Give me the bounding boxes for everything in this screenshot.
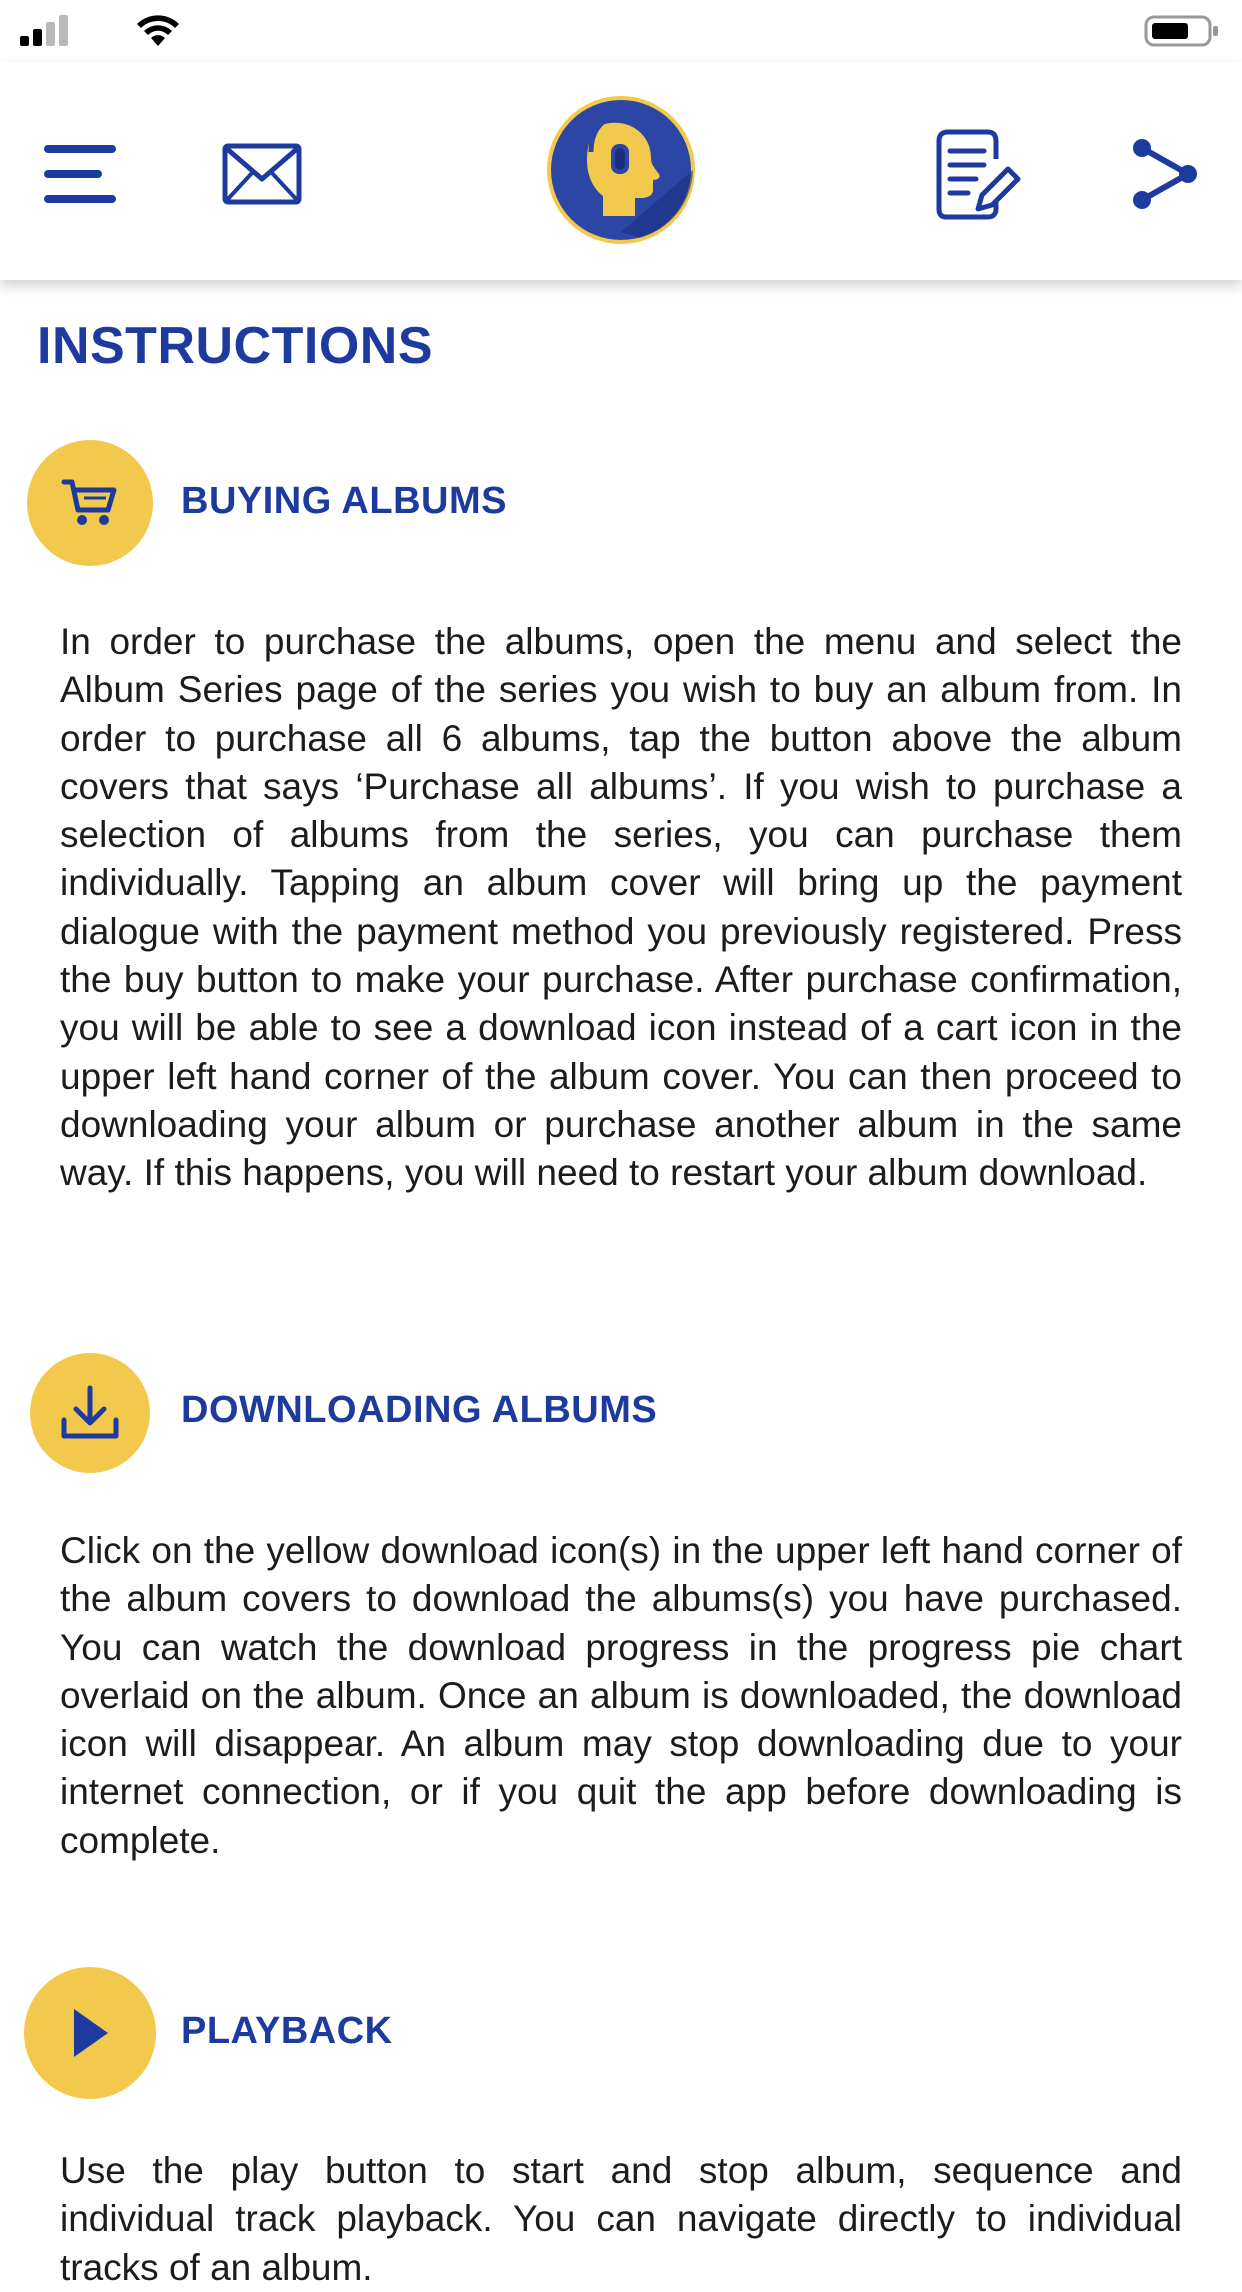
section-body-playback: Use the play button to start and stop album, sequence and individual track playback. You can navigate directly to individual tracks of an album. <box>60 2150 1182 2288</box>
battery-icon <box>1144 14 1220 48</box>
notes-button[interactable] <box>930 120 1026 230</box>
instructions-content[interactable] <box>0 280 1242 2288</box>
app-logo[interactable] <box>543 92 699 248</box>
download-icon-badge <box>30 1353 150 1473</box>
section-body-downloading: Click on the yellow download icon(s) in the upper left hand corner of the album covers to download the albums(s) you have purchased. You can watch the download progress in the progress pie chart overlaid on the album. Once an album is downloaded, the download icon will disappear. An album may stop downloading due to your internet connection, or if you quit the app before downloading is complete. <box>60 1530 1182 1861</box>
play-icon-badge[interactable] <box>24 1967 156 2099</box>
page-title: INSTRUCTIONS <box>37 317 433 375</box>
share-icon <box>1130 138 1200 210</box>
wifi-icon <box>136 14 180 48</box>
download-icon <box>60 1384 120 1442</box>
section-heading-buying: BUYING ALBUMS <box>181 480 507 522</box>
app-header <box>0 62 1242 280</box>
mail-button[interactable] <box>212 134 312 214</box>
mail-icon <box>222 143 302 205</box>
section-heading-downloading: DOWNLOADING ALBUMS <box>181 1389 658 1431</box>
status-bar <box>0 0 1242 62</box>
menu-button[interactable] <box>36 134 126 214</box>
hamburger-menu-icon <box>42 143 120 205</box>
shopping-cart-icon <box>62 478 118 528</box>
cellular-signal-icon <box>20 14 72 48</box>
app-logo-icon <box>543 92 699 248</box>
play-icon <box>68 2007 112 2059</box>
section-heading-playback: PLAYBACK <box>181 2010 393 2052</box>
section-body-buying: In order to purchase the albums, open the menu and select the Album Series page of the series you wish to buy an album from. In order to purchase all 6 albums, tap the button above the album covers that says ‘Purchase all albums’. If you wish to purchase a selection of albums from the series, you can purchase them individually. Tapping an album cover will bring up the payment dialogue with the payment method you previously registered. Press the buy button to make your purchase. After purchase confirmation, you will be able to see a download icon instead of a cart icon in the upper left hand corner of the album cover. You can then proceed to downloading your album or purchase another album in the same way. If this happens, you will need to restart your album download. <box>60 621 1182 1194</box>
edit-note-icon <box>936 129 1020 221</box>
share-button[interactable] <box>1120 134 1210 214</box>
cart-icon-badge <box>27 440 153 566</box>
